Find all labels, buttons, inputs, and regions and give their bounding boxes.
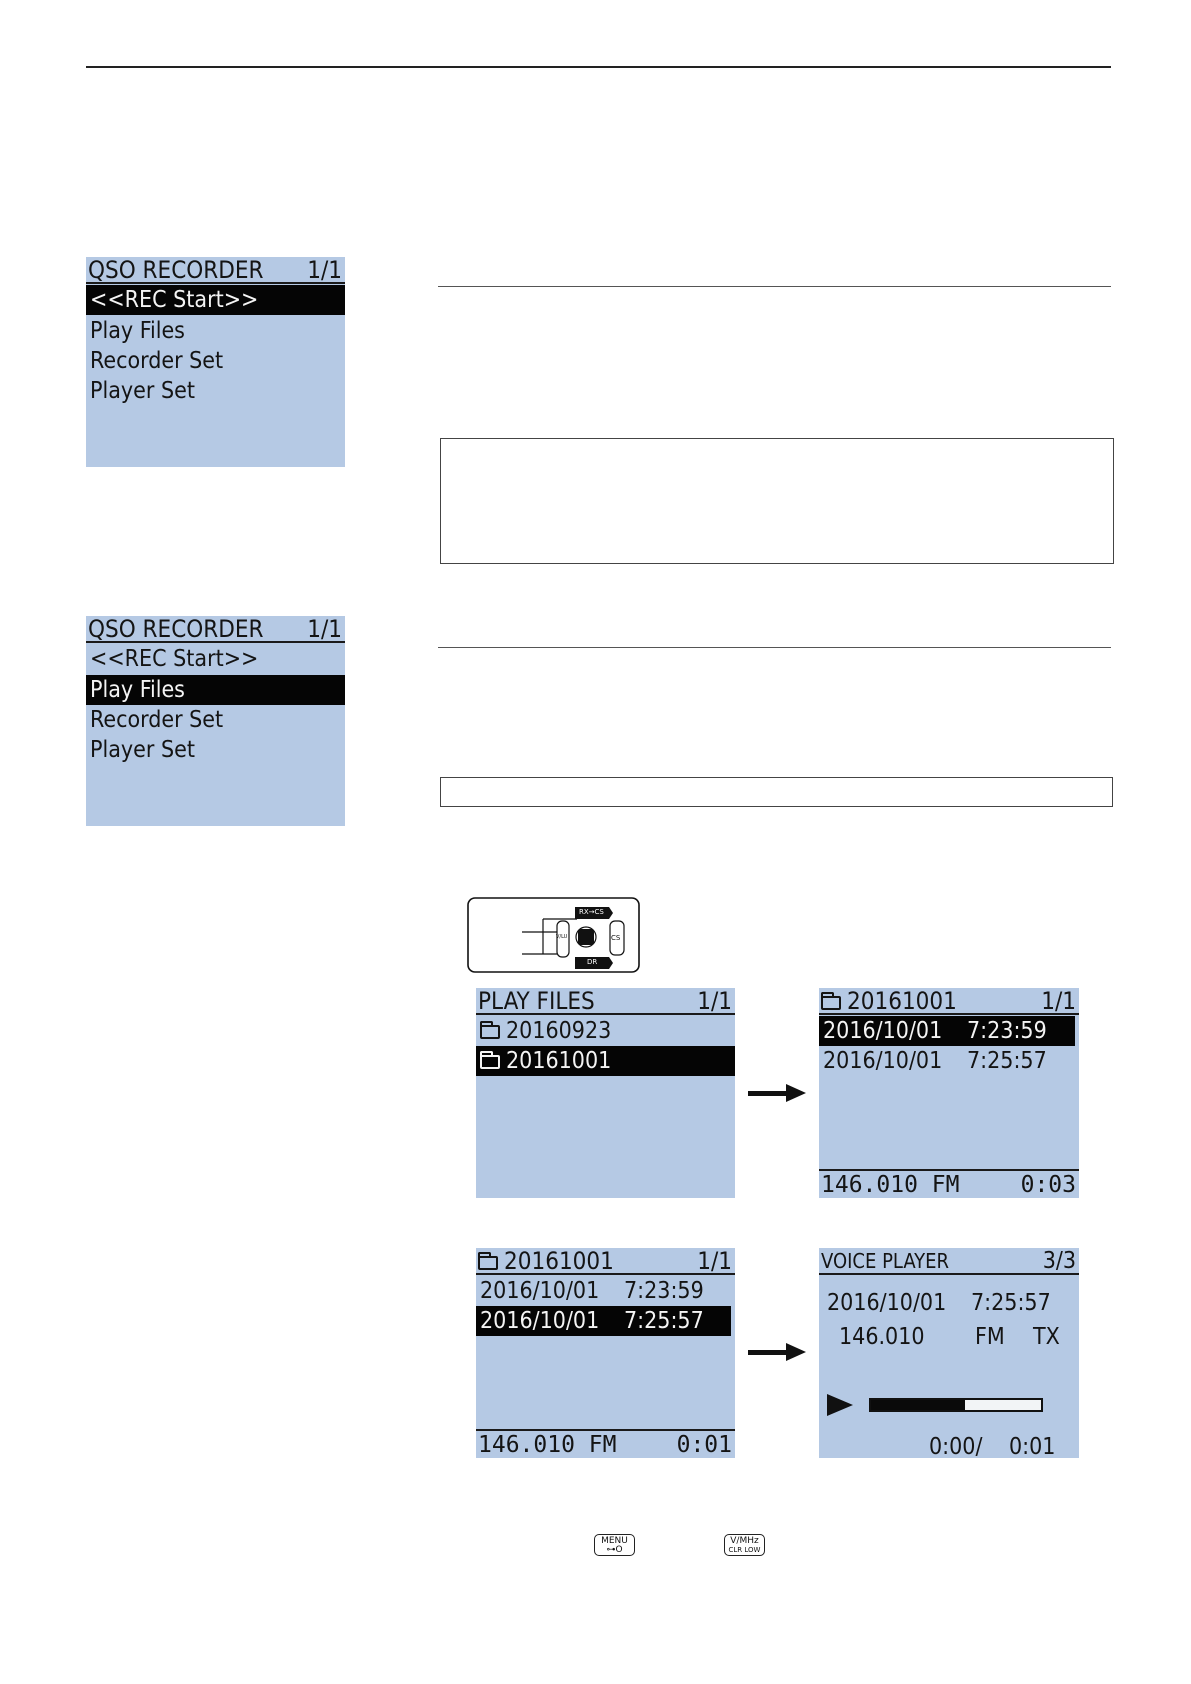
page-top-rule	[86, 66, 1111, 68]
key-dr[interactable]: DR	[587, 958, 598, 966]
lcd-title: VOICE PLAYER 3/3	[819, 1248, 1079, 1275]
page-indicator: 1/1	[307, 257, 342, 284]
frequency-mode: 146.010 FM	[478, 1432, 617, 1458]
lcd-play-files	[476, 988, 735, 1198]
lcd-title: PLAY FILES 1/1	[476, 988, 735, 1015]
playback-time: 7:25:57	[971, 1290, 1051, 1316]
folder-item[interactable]: 20161001	[476, 1046, 735, 1076]
page-indicator: 3/3	[1042, 1248, 1076, 1274]
menu-key[interactable]: MENU ⊶O	[594, 1534, 635, 1556]
playback-progress-fill	[871, 1400, 965, 1410]
folder-item[interactable]: 20160923	[476, 1016, 735, 1046]
key-v-lu[interactable]: V/LU	[556, 934, 568, 940]
menu-item-recorder-set[interactable]: Recorder Set	[90, 348, 224, 374]
file-item[interactable]: 2016/10/01 7:25:57	[823, 1048, 1047, 1074]
folder-icon	[480, 1055, 500, 1069]
menu-item-play-files[interactable]: Play Files	[86, 675, 345, 705]
lcd-title: QSO RECORDER 1/1	[86, 257, 345, 284]
right-arrow-icon	[748, 1084, 806, 1102]
play-icon[interactable]	[827, 1394, 853, 1416]
section-rule-1	[438, 286, 1111, 287]
menu-item-player-set[interactable]: Player Set	[90, 378, 195, 404]
menu-item-player-set[interactable]: Player Set	[90, 737, 195, 763]
page-indicator: 1/1	[697, 1248, 732, 1275]
playback-direction: TX	[1033, 1324, 1060, 1350]
playback-frequency: 146.010	[839, 1324, 925, 1350]
vmhz-key[interactable]: V/MHz CLR LOW	[724, 1534, 765, 1556]
page-indicator: 1/1	[697, 988, 732, 1015]
lcd-footer	[819, 1169, 1079, 1198]
lcd-title: QSO RECORDER 1/1	[86, 616, 345, 643]
lcd-qso-recorder-rec	[86, 257, 345, 467]
playback-total: 0:01	[1009, 1434, 1056, 1458]
file-item[interactable]: 2016/10/01 7:23:59	[819, 1016, 1075, 1046]
menu-item-rec-start[interactable]: <<REC Start>>	[90, 646, 259, 672]
menu-item-recorder-set[interactable]: Recorder Set	[90, 707, 224, 733]
lcd-folder-files-a	[819, 988, 1079, 1198]
lcd-title: 20161001 1/1	[476, 1248, 735, 1275]
folder-icon	[480, 1025, 500, 1039]
playback-date: 2016/10/01	[827, 1290, 947, 1316]
lcd-footer	[476, 1429, 735, 1458]
lcd-folder-files-b	[476, 1248, 735, 1458]
folder-icon	[478, 1256, 498, 1270]
section-rule-2	[438, 647, 1111, 648]
frequency-mode: 146.010 FM	[821, 1172, 960, 1198]
file-item[interactable]: 2016/10/01 7:25:57	[476, 1306, 731, 1336]
key-cs[interactable]: CS	[611, 934, 621, 942]
playback-elapsed: 0:00/	[929, 1434, 983, 1458]
file-item[interactable]: 2016/10/01 7:23:59	[480, 1278, 704, 1304]
key-rx-cs[interactable]: RX→CS	[579, 908, 604, 916]
keypad-illustration	[467, 897, 640, 973]
lcd-voice-player	[819, 1248, 1079, 1458]
page-indicator: 1/1	[307, 616, 342, 643]
lcd-title: 20161001 1/1	[819, 988, 1079, 1015]
menu-item-rec-start[interactable]: <<REC Start>>	[86, 285, 345, 315]
playback-mode: FM	[975, 1324, 1005, 1350]
lcd-qso-recorder-play	[86, 616, 345, 826]
folder-icon	[821, 996, 841, 1010]
right-arrow-icon	[748, 1343, 806, 1361]
menu-item-play-files[interactable]: Play Files	[90, 318, 185, 344]
duration: 0:03	[1020, 1172, 1076, 1198]
playback-progress-bar[interactable]	[869, 1398, 1043, 1412]
note-box-1	[440, 438, 1114, 564]
duration: 0:01	[676, 1432, 732, 1458]
note-box-2	[440, 777, 1113, 807]
page-indicator: 1/1	[1041, 988, 1076, 1015]
